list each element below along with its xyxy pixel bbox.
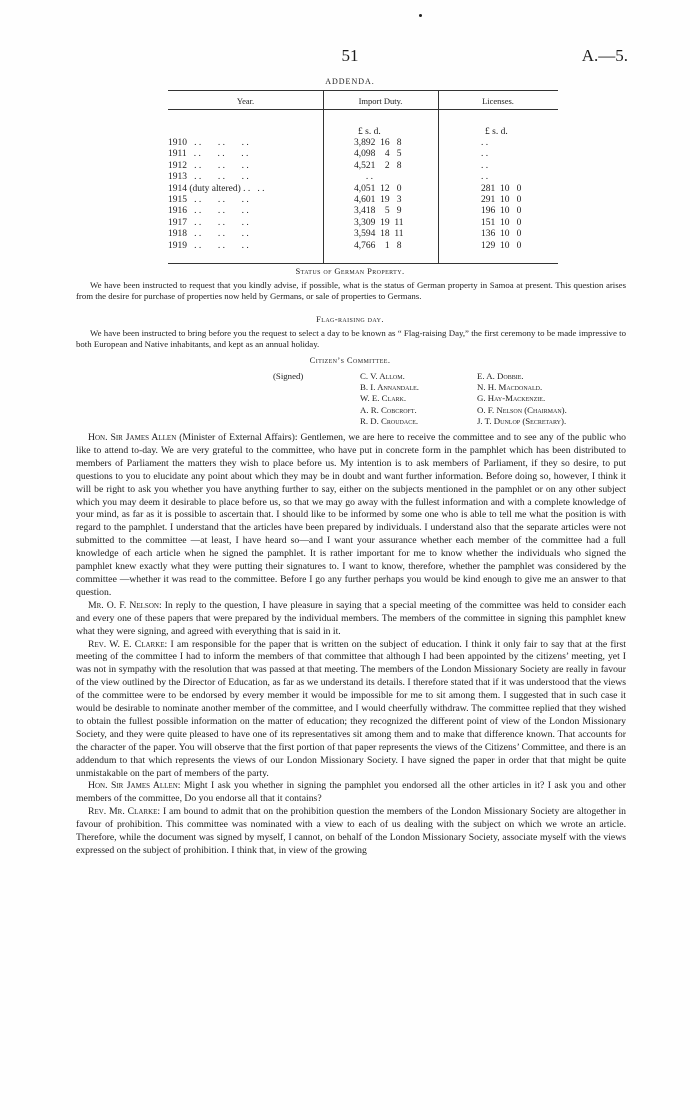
signatory-name: E. A. Dobbie.: [477, 371, 524, 381]
year-cell: 1910 . . . . . .: [168, 138, 249, 148]
year-cell: 1912 . . . . . .: [168, 160, 249, 171]
table-row: [168, 138, 558, 149]
speech-text: (Minister of External Affairs): Gentlemen, we are here to receive the committee and to see any of the public who like to attend to-day. We are very grateful to the committee, who have put in concrete form in the pamphlet which has been distributed to members of Parliament the matters they wish to place before us. My intention is to ask members of Parliament, if they so desire, to put questions to you to elucidate any point about which they may be in doubt and want further information. Before doing so, however, I think it will be right to ask you whether you have anything further to say, either on the subjects mentioned in the pamphlet or on any other subject which you may deem it desirable to place before us, so that we may go away with the fullest information and with a complete knowledge of your mind, as far as it is possible to ascertain that. I should like to be informed by some one who is able to tell me what the position is with regard to the pamphlet. I understand that the articles have been prepared by individuals. I understand also that the separate articles were not submitted to the committee —at least, I have heard so—and I want your assurance whether each member of the committee had a full knowledge of each article when he signed the pamphlet. It is rather important for me to know whether the individuals who signed the pamphlet knew exactly what they were putting their signatures to. I want to know, therefore, whether the pamphlet was considered by the committee —whether it was read to the committee. Before I go any further perhaps you would be kind enough to give me an answer to that question.: [76, 432, 626, 598]
speech-text: : I am responsible for the paper that is written on the subject of education. I think it only fair to say that at the first meeting of the committee I had to inform the members of that committee that although I had been appointed by the citizens’ meeting, yet I was not in sympathy with the resolution that was passed at that meeting. The members of the London Missionary Society are really in favour of the view outlined by the Director of Education, as far as we understand its details. I therefore stated that if it was understood that the views of the committee were to be endorsed by every member it would be impossible for me to sit among them. I suggested that in such case it would be desirable to nominate another member of the committee, and I would cheerfully withdraw. The committee replied that they wished to obtain the fullest possible information on the matter of education; they recognized the different point of view of the London Missionary Society, and they were quite pleased to have one of its representatives sit among them and to make that difference known. That accounts for the character of the paper. You will observe that the first portion of that paper represents the views of the Citizens’ Committee, and there is an addendum to that which represents the views of our London Missionary Society. I have signed the paper in order that that might be quite unmistakable on the part of members of the party.: [76, 638, 626, 779]
page-number: 51: [341, 46, 359, 65]
duty-cell: 4,098 4 5: [354, 149, 402, 160]
year-cell: 1917 . . . . . .: [168, 217, 249, 228]
licenses-cell: 291 10 0: [481, 194, 522, 205]
addenda-heading: ADDENDA.: [325, 77, 375, 86]
table-header-rule: [168, 109, 558, 110]
table-row: [168, 195, 558, 206]
speech-paragraph: [76, 806, 626, 858]
speaker-name: Rev. Mr. Clarke: [88, 806, 158, 818]
duty-cell: . .: [354, 172, 373, 183]
speech-paragraph: [76, 780, 626, 806]
german-property-heading: Status of German Property.: [295, 266, 405, 276]
signed-label: (Signed): [273, 371, 304, 381]
table-row: [168, 206, 558, 217]
signatory-name: W. E. Clark.: [360, 393, 407, 404]
licenses-cell: 281 10 0: [481, 183, 522, 194]
table-row: [168, 149, 558, 160]
table-row: [168, 172, 558, 183]
year-cell: 1911 . . . . . .: [168, 149, 249, 160]
duty-units: £ s. d.: [358, 127, 381, 137]
year-cell: 1916 . . . . . .: [168, 206, 249, 217]
licenses-cell: 151 10 0: [481, 217, 522, 228]
speaker-name: Hon. Sir James Allen: [88, 432, 177, 443]
table-row: [168, 184, 558, 195]
year-cell: 1914 (duty altered) . . . .: [168, 183, 265, 194]
duty-cell: 3,418 5 9: [354, 206, 402, 217]
speech-text: : I am bound to admit that on the prohibition question the members of the London Missionary Society are altogether in favour of prohibition. This committee was nominated with a view to each of us dealing with the subject on which we wrote an article. Therefore, while the document was signed by myself, I cannot, on behalf of the London Missionary Society, associate myself with the views expressed on the subject of prohibition. I think that, in view of the growing: [76, 806, 626, 856]
year-cell: 1919 . . . . . .: [168, 240, 249, 251]
document-code: A.—5.: [581, 46, 628, 65]
year-cell: 1913 . . . . . .: [168, 172, 249, 183]
signatory-name: B. I. Annandale.: [360, 382, 419, 393]
table-bottom-rule: [168, 263, 558, 264]
signatory-name: G. Hay-Mackenzie.: [477, 393, 546, 404]
licenses-cell: . .: [481, 149, 489, 160]
licenses-cell: . .: [481, 138, 489, 148]
flag-raising-heading: Flag-raising day.: [316, 314, 384, 324]
table-body: [168, 138, 558, 252]
speech-text: : Might I ask you whether in signing the pamphlet you endorsed all the other articles in it? I ask you and other members of the committee, Do you endorse all that it contains?: [76, 780, 626, 805]
signatories-left: [360, 371, 419, 427]
licenses-units: £ s. d.: [485, 127, 508, 137]
signatory-name: C. V. Allom.: [360, 371, 405, 381]
ink-speck: [419, 14, 422, 17]
speaker-name: Rev. W. E. Clarke: [88, 638, 165, 650]
signatory-name: J. T. Dunlop (Secretary).: [477, 415, 567, 426]
table-row: [168, 161, 558, 172]
speech-paragraph: [76, 600, 626, 639]
duty-cell: 4,601 19 3: [354, 194, 402, 205]
signatories-right: [477, 371, 567, 427]
speech-text: : In reply to the question, I have pleasure in saying that a special meeting of the committee was held to consider each and every one of these papers that were prepared by the individual members. The members of the committee in signing this pamphlet knew what they were signing, and agreed with everything that is said in it.: [76, 599, 626, 637]
speaker-name: Hon. Sir James Allen: [88, 780, 178, 792]
table-row: [168, 218, 558, 229]
flag-raising-paragraph: We have been instructed to bring before you the request to select a day to be known as “ Flag-raising Day,” the first ceremony to be made impressive to both European and Native inhabitants, and kept as an annual holiday.: [76, 328, 626, 349]
speaker-name: Mr. O. F. Nelson: [88, 599, 159, 611]
table-top-rule: [168, 90, 558, 91]
year-cell: 1918 . . . . . .: [168, 229, 249, 240]
import-duty-column-header: Import Duty.: [358, 96, 403, 106]
duty-cell: 4,051 12 0: [354, 183, 402, 194]
german-property-paragraph: We have been instructed to request that you kindly advise, if possible, what is the status of German property in Samoa at present. This question arises from the desire for purchase of properties now held by Germans, or sale of properties to Germans.: [76, 280, 626, 301]
signatory-name: N. H. Macdonald.: [477, 382, 543, 393]
duty-cell: 4,521 2 8: [354, 160, 402, 171]
duty-cell: 4,766 1 8: [354, 240, 402, 251]
signatory-name: R. D. Croudace.: [360, 415, 419, 426]
licenses-cell: . .: [481, 172, 489, 183]
speech-paragraph: [76, 432, 626, 600]
year-cell: 1915 . . . . . .: [168, 194, 249, 205]
table-row: [168, 241, 558, 252]
signatory-name: O. F. Nelson (Chairman).: [477, 404, 567, 415]
committee-heading: Citizen’s Committee.: [309, 355, 391, 365]
speech-paragraph: [76, 639, 626, 781]
licenses-cell: 196 10 0: [481, 206, 522, 217]
year-column-header: Year.: [236, 96, 255, 106]
licenses-cell: 129 10 0: [481, 240, 522, 251]
duty-cell: 3,309 19 11: [354, 217, 404, 228]
licenses-cell: 136 10 0: [481, 229, 522, 240]
duty-cell: 3,594 18 11: [354, 229, 404, 240]
licenses-column-header: Licenses.: [482, 96, 514, 106]
licenses-cell: . .: [481, 160, 489, 171]
duty-cell: 3,892 16 8: [354, 138, 402, 148]
table-row: [168, 229, 558, 240]
proceedings-text: [76, 432, 626, 858]
signatory-name: A. R. Cobcroft.: [360, 404, 417, 415]
